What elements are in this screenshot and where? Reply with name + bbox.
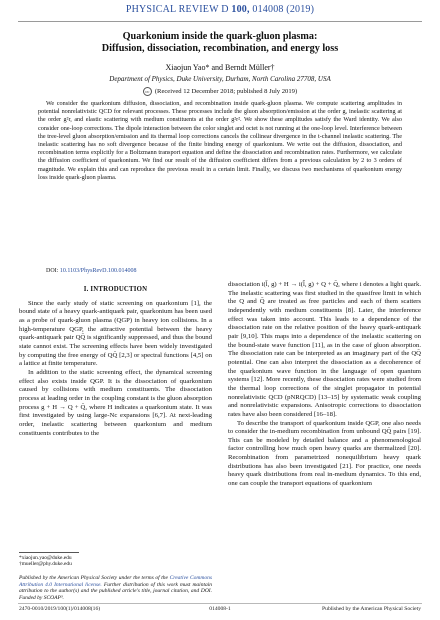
- footer-page-number: 014008-1: [209, 606, 231, 612]
- license-text-after: Further distribution of this work must maintain attribution to the author(s) and the published article's title, journal citation, and DOI. Funded by SCOAP³.: [19, 581, 213, 601]
- footer-rule: [18, 603, 422, 604]
- footer-publisher: Published by the American Physical Society: [322, 606, 421, 612]
- section-heading: I. INTRODUCTION: [83, 286, 148, 293]
- intro-paragraph-4: To describe the transport of quarkonium inside QGP, one also needs to consider the in-medium recombination from unbound QQ̄ pairs [19]. This can be modeled by detailed balance and a phenomenological factor controlling how much open heavy quarks are thermalized [20]. Recombination from parametrized nonequilibrium heavy quark distributions has also been investigated [21]. For practice, one needs heavy quark distributions from real in-medium dynamics. To this end, one can couple the transport equations of quarkonium: [228, 419, 421, 488]
- header-rule: [18, 21, 422, 22]
- footnotes: [19, 555, 209, 568]
- intro-paragraph-3: dissociation i(l̄, g) + H → i(l̃, g) + Q + Q̄, where i denotes a light quark. The inelastic scattering was first studied in the quasifree limit in which the Q and Q̄ are treated as free particles and each of them scatters independently with medium constituents [8]. Later, the interference effect was taken into account. This leads to a dependence of the dissociation rate on the relative position of the heavy quark-antiquark pair [9,10]. This maps into a dependence of the inelastic scattering on the bound-state wave function [11], as in the case of gluon absorption. The dissociation rate can be interpreted as an imaginary part of the QQ̄ potential. One can also interpret the dissociation as a decoherence of the quarkonium wave function in the language of open quantum systems [12]. More recently, these dissociation rates were studied from the thermal loop corrections of the singlet propagator in potential nonrelativistic QCD (pNRQCD) [13–15] by systematic weak coupling and nonrelativistic expansions. Anisotropic corrections to dissociation rates have also been considered [16–18].: [228, 281, 421, 418]
- doi-line: [46, 268, 136, 274]
- footnote-email-1: *xiaojun.yao@duke.edu: [19, 555, 72, 561]
- title-line-2: Diffusion, dissociation, recombination, and energy loss: [101, 43, 339, 54]
- journal-volume: 100,: [231, 4, 250, 15]
- doi-label: DOI:: [46, 268, 59, 274]
- right-column: [228, 281, 421, 489]
- article-info: 014008 (2019): [252, 4, 315, 15]
- running-head: [0, 4, 440, 15]
- footnote-email-2: †mueller@phy.duke.edu: [19, 561, 72, 568]
- license-link[interactable]: Creative Commons Attribution 4.0 International license.: [19, 575, 213, 588]
- intro-paragraph-2: In addition to the static screening effect, the dynamical screening effect also exists inside QGP. It is the dissociation of quarkonium caused by collisions with medium constituents. The dissociation process at leading order in the coupling constant is the gluon absorption process g + H → Q + Q̄, where H indicates a quarkonium state. It was first investigated by using large-Nc expansions [6,7]. At next-leading order, inelastic scattering between quarkonium and medium constituents contributes to the: [19, 368, 212, 437]
- publication-dates: [0, 87, 440, 96]
- author-list: Xiaojun Yao* and Berndt Müller†: [165, 63, 275, 72]
- doi-link[interactable]: 10.1103/PhysRevD.100.014008: [59, 268, 137, 274]
- license-note: [19, 575, 212, 601]
- abstract: We consider the quarkonium diffusion, dissociation, and recombination inside quark-gluon plasma. We compute scattering amplitudes in potential nonrelativistic QCD for relevant processes. These processes include the gluon absorption/emission at the order g, inelastic scattering at the order g²r, and elastic scattering with medium constituents at the order g²r². We show these amplitudes satisfy the Ward identity. We also consider one-loop corrections. The dipole interaction between the color singlet and octet is not running at the one-loop level. Interference between the tree-level gluon absorption/emission and its thermal loop corrections cancels the collinear divergence in the t-channel inelastic scattering. The inelastic scattering has no soft divergence because of the finite binding energy of quarkonium. We write out the diffusion, dissociation, and recombination terms explicitly for a Boltzmann transport equation and define the dissociation and recombination rates. Furthermore, we calculate the diffusion coefficient of quarkonium. We find our result of the diffusion coefficient differs from a previous calculation by 2 to 3 orders of magnitude. We explain this and can reproduce the previous result in a certain limit. Finally, we discuss two mechanisms of quarkonium energy loss inside quark-gluon plasma.: [38, 100, 402, 181]
- paper-title: [30, 31, 410, 55]
- title-line-1: Quarkonium inside the quark-gluon plasma:: [122, 31, 318, 42]
- dates-text: (Received 12 December 2018; published 8 July 2019): [154, 88, 298, 96]
- journal-name: PHYSICAL REVIEW D: [125, 4, 229, 15]
- footer-issn: 2470-0010/2019/100(1)/014008(16): [19, 606, 101, 612]
- open-access-icon: cc: [143, 87, 152, 96]
- license-text-before: Published by the American Physical Society under the terms of the: [19, 575, 170, 581]
- intro-paragraph-1: Since the early study of static screening on quarkonium [1], the bound state of a heavy quark-antiquark pair, quarkonium has been used as a probe of quark-gluon plasma (QGP) in heavy ion collisions. In a high-temperature QGP, the attractive potential between the heavy quark-antiquark pair QQ̄ is significantly suppressed, and thus the bound state cannot exist. The screening effects have been widely investigated by computing the free energy of QQ̄ [2,3] or spectral functions [4,5] on a lattice at finite temperature.: [19, 299, 212, 368]
- left-column: [19, 286, 212, 438]
- affiliation: Department of Physics, Duke University, Durham, North Carolina 27708, USA: [109, 75, 331, 83]
- footnote-rule: [19, 552, 79, 553]
